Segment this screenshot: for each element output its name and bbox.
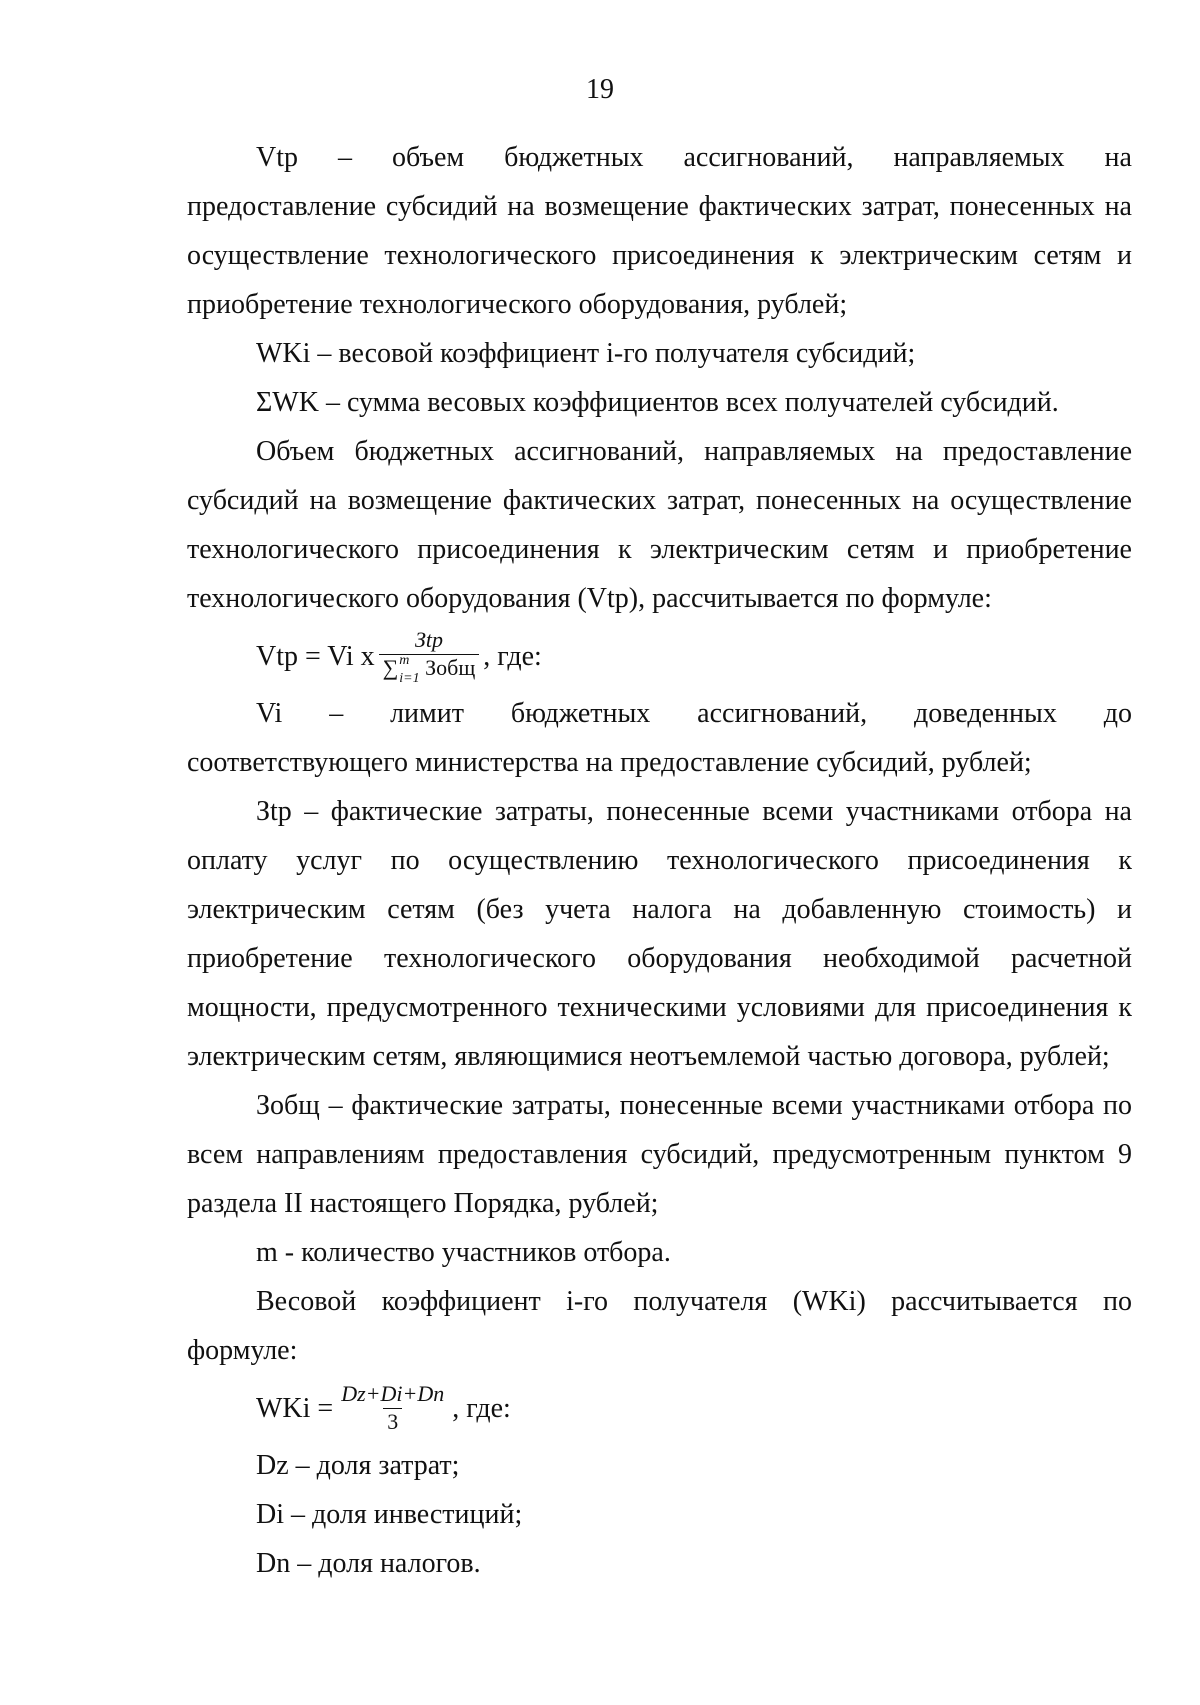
vtp-formula (187, 623, 1132, 689)
vtp-word-6: направляемых (893, 142, 1065, 173)
vi-definition-rest: соответствующего министерства на предоставление субсидий, рублей; (187, 747, 1032, 778)
wki-definition: WKi – весовой коэффициент i-го получателя субсидий; (256, 338, 916, 369)
vtp-formula-denominator (379, 654, 480, 684)
vi-word-2: – (329, 698, 344, 729)
vtp-word-4: бюджетных (504, 142, 644, 173)
vtp-formula-lhs: Vtp = Vi x (256, 640, 375, 672)
dn-definition: Dn – доля налогов. (256, 1548, 481, 1579)
sum-term: Зобщ (419, 654, 476, 680)
dz-definition: Dz – доля затрат; (256, 1450, 460, 1481)
wki-formula-denominator: 3 (383, 1408, 402, 1434)
sum-upper-limit: m (399, 652, 410, 668)
wki-formula-numerator: Dz+Di+Dn (341, 1381, 445, 1407)
vi-word-3: лимит (390, 698, 464, 729)
vtp-formula-intro: Объем бюджетных ассигнований, направляемых на предоставление субсидий на возмещение фактических затрат, понесенных на осуществление технологического присоединения к электрическим сетям и приобретение технологического оборудования (Vtp), рассчитывается по формуле: (187, 436, 1132, 614)
vi-word-1: Vi (256, 698, 283, 729)
sum-wk-definition: ΣWK – сумма весовых коэффициентов всех получателей субсидий. (256, 387, 1059, 418)
vi-word-4: бюджетных (510, 698, 651, 729)
vi-definition-first-line (187, 689, 1132, 738)
sum-limits (399, 652, 420, 686)
wki-formula-suffix: , где: (452, 1392, 511, 1424)
vtp-word-1: Vtp (256, 142, 298, 173)
vi-word-7: до (1103, 698, 1132, 729)
wki-formula (187, 1375, 1132, 1441)
zobsch-definition: Зобщ – фактические затраты, понесенные всеми участниками отбора по всем направлениям предоставления субсидий, предусмотренным пунктом 9 раздела II настоящего Порядка, рублей; (187, 1090, 1132, 1219)
sum-symbol: ∑ (382, 654, 399, 680)
di-definition: Di – доля инвестиций; (256, 1499, 523, 1530)
m-definition: m - количество участников отбора. (256, 1237, 671, 1268)
vtp-word-3: объем (391, 142, 465, 173)
sum-lower-limit: i=1 (399, 670, 420, 686)
vtp-definition-rest: предоставление субсидий на возмещение фактических затрат, понесенных на осуществление технологического присоединения к электрическим сетям и приобретение технологического оборудования, рублей; (187, 191, 1132, 320)
vtp-definition-first-line (187, 133, 1132, 182)
ztp-definition: Зtp – фактические затраты, понесенные всеми участниками отбора на оплату услуг по осуществлению технологического присоединения к электрическим сетям (без учета налога на добавленную стоимость) и приобретение технологического оборудования необходимой расчетной мощности, предусмотренного техническими условиями для присоединения к электрическим сетям, являющимися неотъемлемой частью договора, рублей; (187, 796, 1132, 1072)
wki-formula-lhs: WKi = (256, 1392, 334, 1424)
vtp-word-2: – (337, 142, 352, 173)
wki-formula-intro: Весовой коэффициент i-го получателя (WKi) рассчитывается по формуле: (187, 1286, 1132, 1366)
vi-word-5: ассигнований, (697, 698, 868, 729)
page-number: 19 (586, 74, 614, 105)
vtp-formula-suffix: , где: (483, 640, 542, 672)
document-body (187, 133, 1132, 1588)
vtp-formula-fraction (379, 627, 480, 686)
vtp-word-7: на (1104, 142, 1132, 173)
wki-formula-fraction (337, 1382, 448, 1433)
vtp-word-5: ассигнований, (683, 142, 854, 173)
vtp-formula-numerator: Зtp (414, 627, 443, 653)
vi-word-6: доведенных (914, 698, 1057, 729)
